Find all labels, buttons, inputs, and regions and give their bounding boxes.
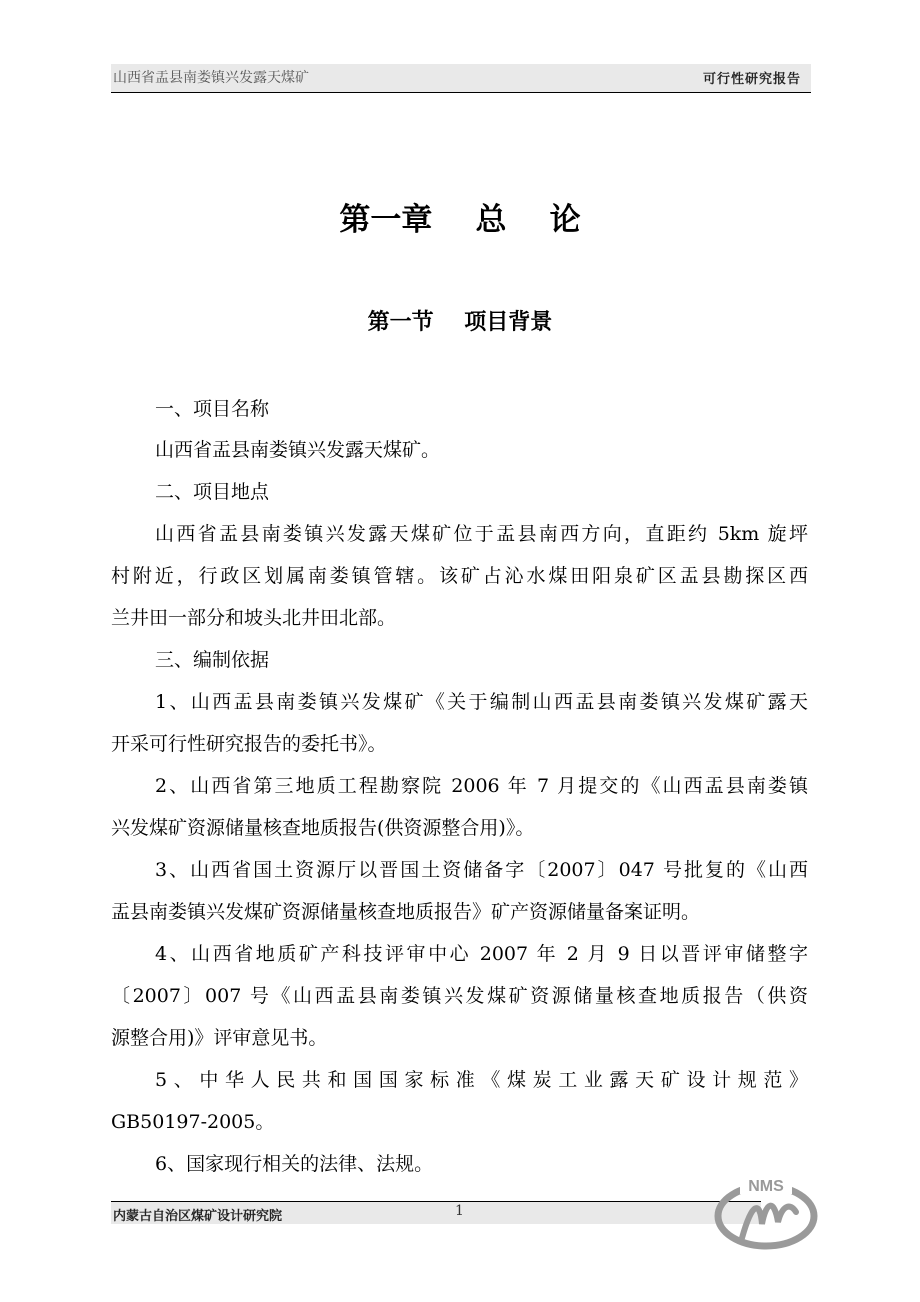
logo-text: NMS: [748, 1178, 784, 1195]
paragraph-line: 〔2007〕007 号《山西盂县南娄镇兴发煤矿资源储量核查地质报告（供资: [111, 985, 808, 1007]
paragraph-line: 1、山西盂县南娄镇兴发煤矿《关于编制山西盂县南娄镇兴发煤矿露天: [155, 691, 808, 713]
chapter-title: 第一章 总 论: [339, 202, 581, 238]
logo-m-mark: [742, 1206, 796, 1238]
page-header: [111, 64, 811, 93]
nms-logo: [712, 1172, 820, 1250]
paragraph-line: 山西省盂县南娄镇兴发露天煤矿位于盂县南西方向，直距约 5km 旋坪: [155, 523, 808, 545]
page-footer: [111, 1201, 761, 1224]
paragraph-line: 2、山西省第三地质工程勘察院 2006 年 7 月提交的《山西盂县南娄镇: [155, 775, 808, 797]
paragraph-line: 村附近，行政区划属南娄镇管辖。该矿占沁水煤田阳泉矿区盂县勘探区西: [111, 565, 808, 587]
heading-project-name: 一、项目名称: [155, 398, 270, 420]
section-title: 第一节 项目背景: [367, 310, 553, 335]
header-report-type: 可行性研究报告: [702, 72, 801, 87]
page-number: 1: [455, 1203, 464, 1219]
header-project-name: 山西省盂县南娄镇兴发露天煤矿: [113, 70, 309, 86]
paragraph-line: 山西省盂县南娄镇兴发露天煤矿。: [155, 439, 441, 461]
footer-institute-name: 内蒙古自治区煤矿设计研究院: [113, 1209, 283, 1224]
paragraph-line: GB50197-2005。: [111, 1111, 275, 1133]
paragraph-line: 兰井田一部分和坡头北井田北部。: [111, 607, 397, 629]
heading-basis: 三、编制依据: [155, 649, 270, 671]
heading-project-location: 二、项目地点: [155, 481, 270, 503]
paragraph-line: 盂县南娄镇兴发煤矿资源储量核查地质报告》矿产资源储量备案证明。: [111, 901, 701, 923]
paragraph-line: 6、国家现行相关的法律、法规。: [155, 1153, 434, 1175]
paragraph-line: 3、山西省国土资源厅以晋国土资储备字〔2007〕047 号批复的《山西: [155, 859, 808, 881]
paragraph-line: 5、中华人民共和国国家标准《煤炭工业露天矿设计规范》: [155, 1069, 808, 1091]
paragraph-line: 4、山西省地质矿产科技评审中心 2007 年 2 月 9 日以晋评审储整字: [155, 943, 808, 965]
paragraph-line: 源整合用)》评审意见书。: [111, 1027, 328, 1049]
paragraph-line: 兴发煤矿资源储量核查地质报告(供资源整合用)》。: [111, 817, 535, 839]
paragraph-line: 开采可行性研究报告的委托书》。: [111, 733, 387, 755]
